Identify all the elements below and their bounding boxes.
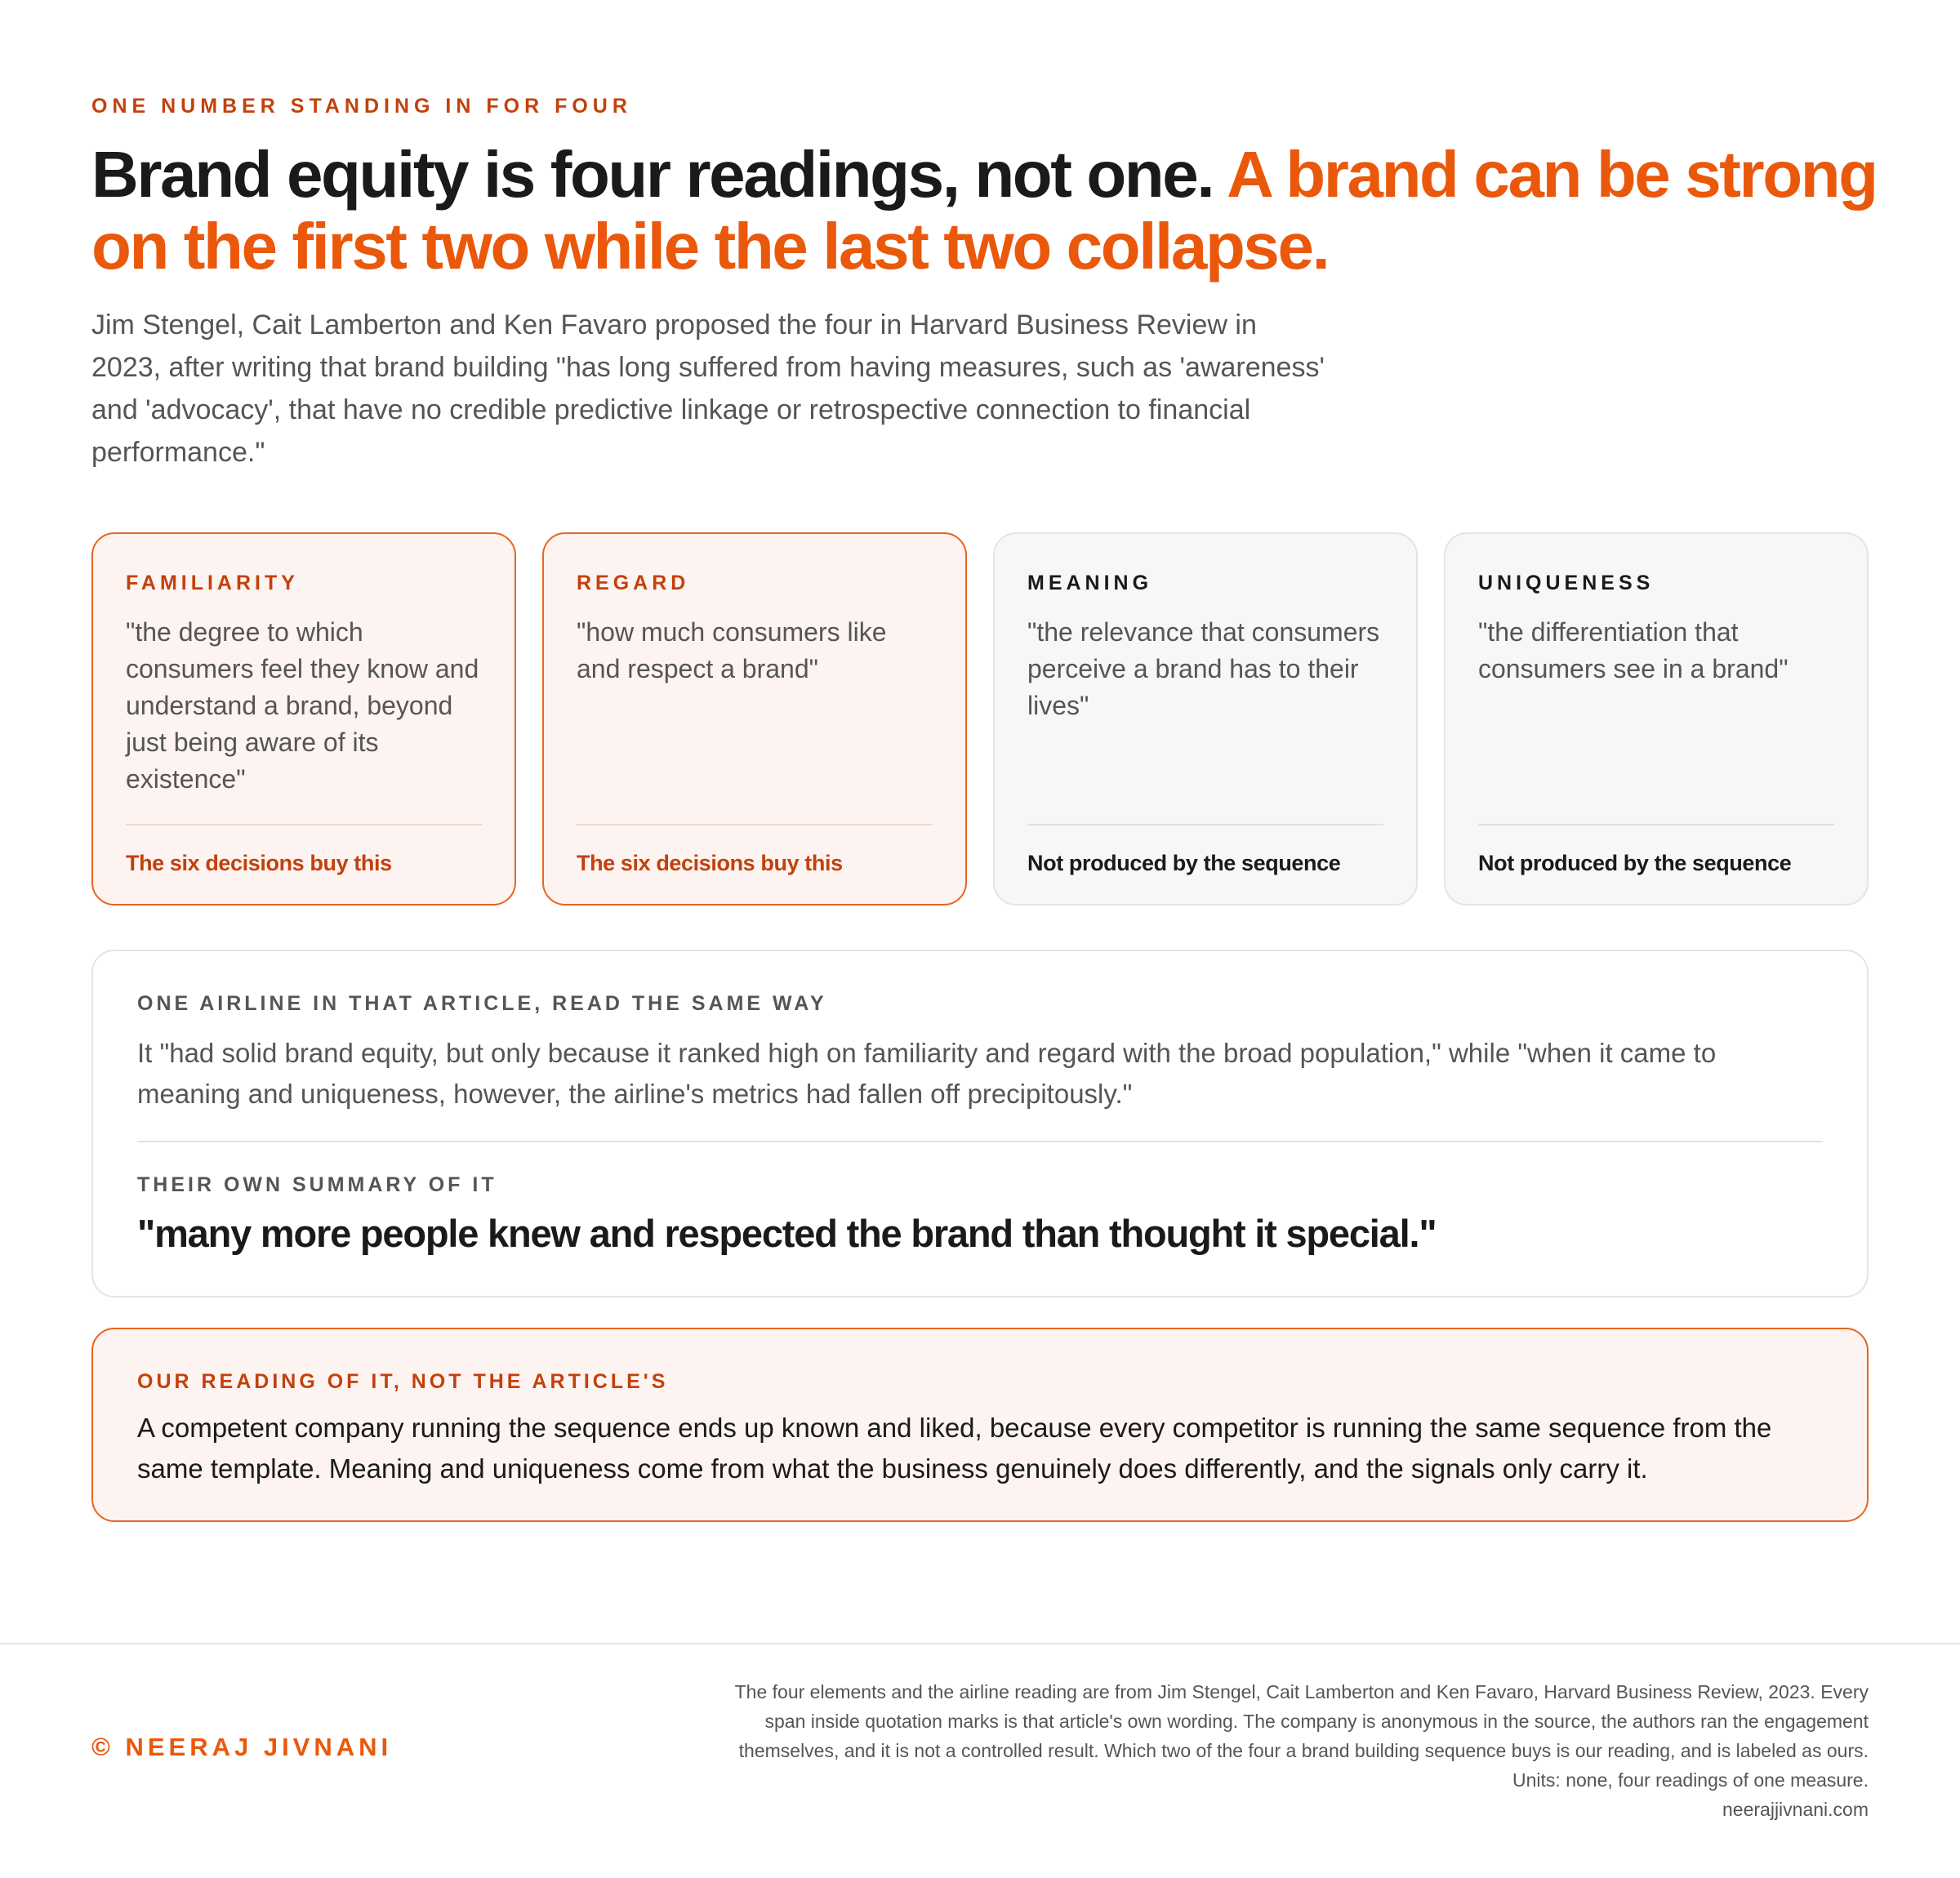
summary-quote: "many more people knew and respected the brand than thought it special." bbox=[137, 1212, 1437, 1255]
card-title: REGARD bbox=[577, 572, 690, 594]
card-title: MEANING bbox=[1027, 572, 1153, 594]
footer-brand: © NEERAJ JIVNANI bbox=[91, 1733, 393, 1761]
card-uniqueness bbox=[1444, 532, 1869, 906]
card-regard bbox=[542, 532, 967, 906]
site-link[interactable]: neerajjivnani.com bbox=[1722, 1799, 1869, 1820]
headline-accent: A brand can be strong on the first two while the last two collapse. bbox=[91, 138, 1877, 283]
card-divider bbox=[1027, 824, 1383, 826]
card-divider bbox=[577, 824, 933, 826]
card-quote: "the relevance that consumers perceive a brand has to their lives" bbox=[1027, 617, 1380, 720]
reading-label: OUR READING OF IT, NOT THE ARTICLE'S bbox=[137, 1370, 669, 1393]
summary-label: THEIR OWN SUMMARY OF IT bbox=[137, 1173, 497, 1196]
reading-body: A competent company running the sequence ends up known and liked, because every competitor is running the same sequence from the same template. Meaning and uniqueness come from what the business genuinely does differently, and the signals only carry it. bbox=[137, 1413, 1772, 1484]
airline-panel bbox=[91, 950, 1869, 1297]
card-title: UNIQUENESS bbox=[1478, 572, 1655, 594]
card-quote: "how much consumers like and respect a brand" bbox=[577, 617, 887, 683]
card-divider bbox=[126, 824, 482, 826]
airline-body: It "had solid brand equity, but only because it ranked high on familiarity and regard with the broad population," while "when it came to meaning and uniqueness, however, the airline's metrics had fallen off precipitously." bbox=[137, 1038, 1717, 1109]
card-divider bbox=[1478, 824, 1834, 826]
equity-cards bbox=[91, 532, 1869, 906]
card-title: FAMILIARITY bbox=[126, 572, 299, 594]
card-familiarity bbox=[91, 532, 516, 906]
source-note: The four elements and the airline reading are from Jim Stengel, Cait Lamberton and Ken Favaro, Harvard Business Review, 2023. Every span inside quotation marks is that article's own wording. The company is anonymous in the source, the authors ran the engagement themselves, and it is not a controlled result. Which two of the four a brand building sequence buys is our reading, and is labeled as ours. Units: none, four readings of one measure. bbox=[734, 1681, 1869, 1791]
airline-label: ONE AIRLINE IN THAT ARTICLE, READ THE SAME WAY bbox=[137, 992, 827, 1015]
intro-paragraph: Jim Stengel, Cait Lamberton and Ken Favaro proposed the four in Harvard Business Review in 2023, after writing that brand building "has long suffered from having measures, such as 'awareness' and 'advocacy', that have no credible predictive linkage or retrospective connection to financial performance." bbox=[91, 309, 1325, 468]
card-quote: "the degree to which consumers feel they know and understand a brand, beyond just being aware of its existence" bbox=[126, 617, 479, 794]
card-footer: The six decisions buy this bbox=[577, 851, 843, 875]
card-footer: The six decisions buy this bbox=[126, 851, 392, 875]
page-title bbox=[91, 139, 1888, 283]
footer-divider bbox=[0, 1643, 1960, 1644]
card-quote: "the differentiation that consumers see in a brand" bbox=[1478, 617, 1788, 683]
our-reading-panel bbox=[91, 1328, 1869, 1522]
card-meaning bbox=[993, 532, 1418, 906]
card-footer: Not produced by the sequence bbox=[1478, 851, 1792, 875]
card-footer: Not produced by the sequence bbox=[1027, 851, 1341, 875]
eyebrow: ONE NUMBER STANDING IN FOR FOUR bbox=[91, 95, 632, 118]
headline-main: Brand equity is four readings, not one. bbox=[91, 138, 1214, 211]
airline-divider bbox=[137, 1141, 1823, 1142]
